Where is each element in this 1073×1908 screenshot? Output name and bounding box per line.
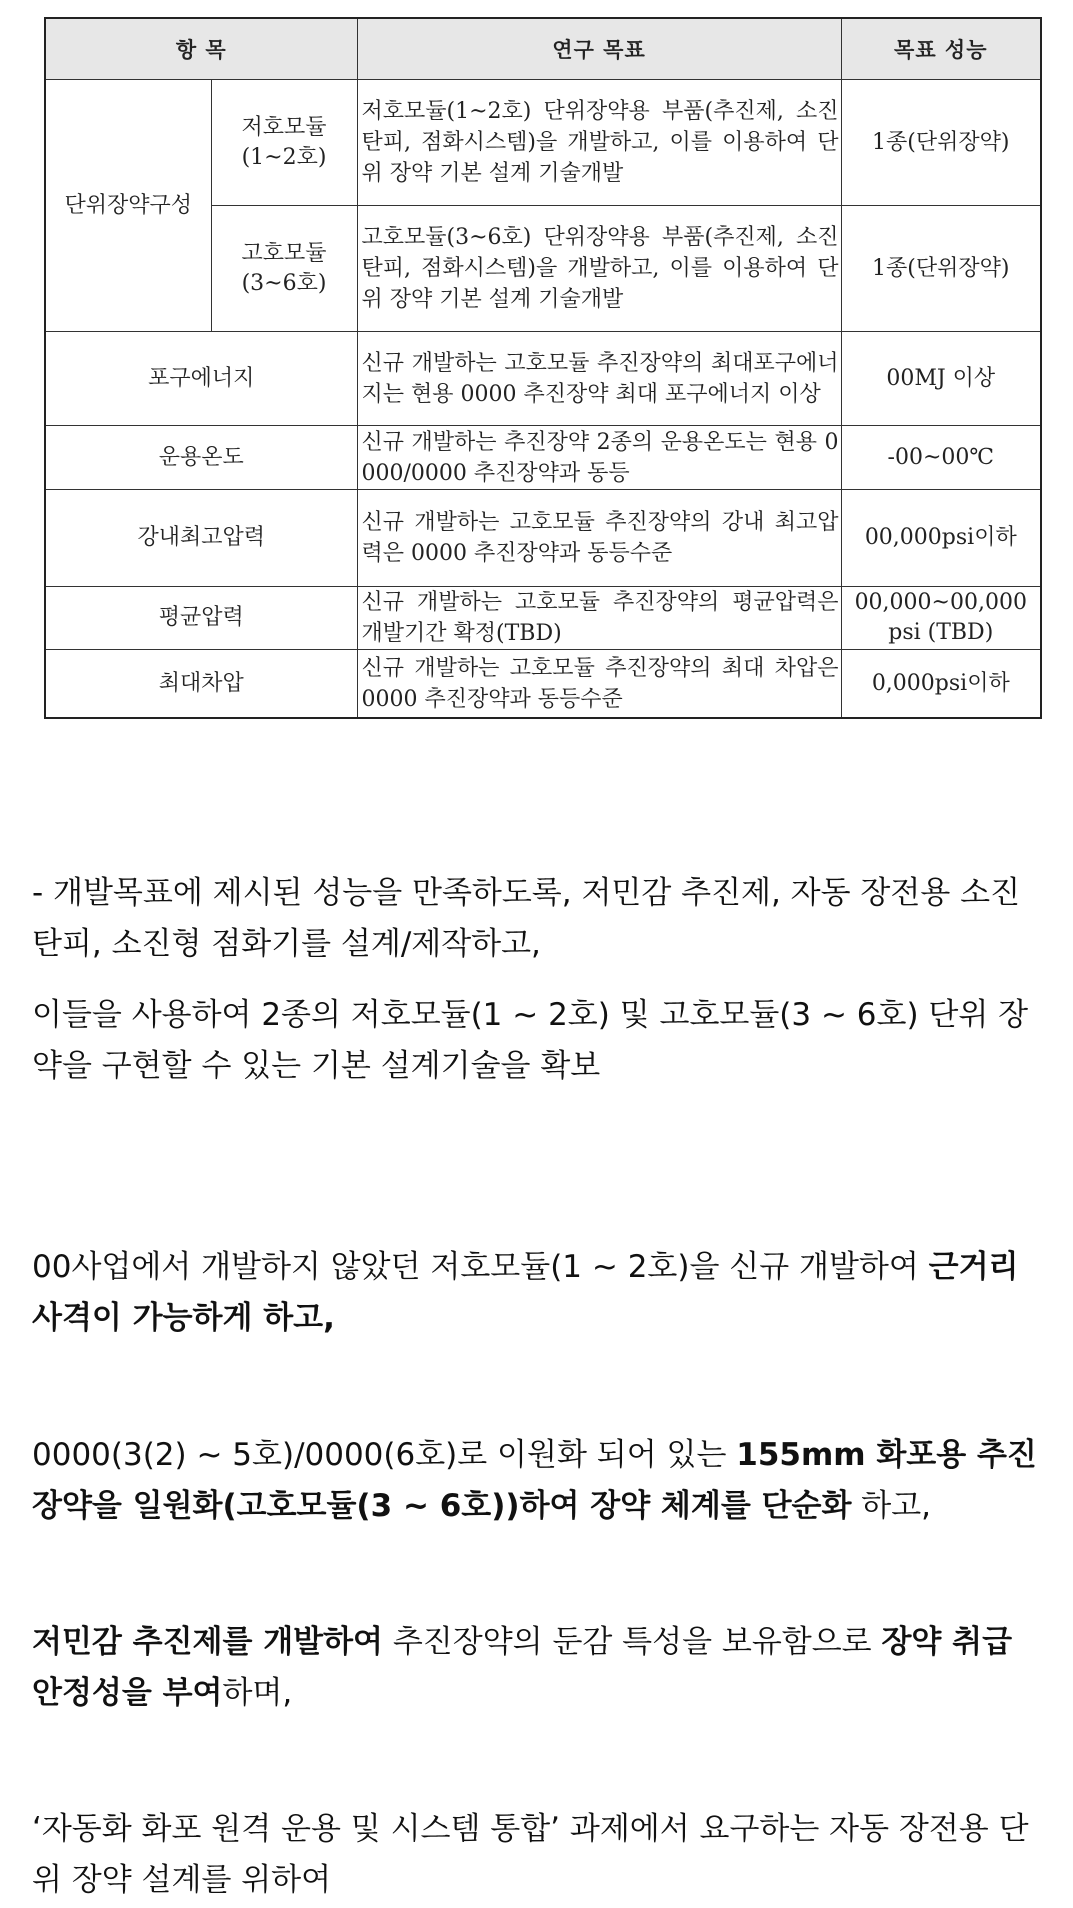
table-header-row xyxy=(45,18,1041,80)
row-performance: 00,000~00,000 psi (TBD) xyxy=(841,587,1041,650)
row-performance: 00MJ 이상 xyxy=(841,332,1041,426)
text-emphasis: 근거리 사격이 가능하게 하고, xyxy=(32,1249,1019,1336)
table-row xyxy=(45,80,1041,206)
research-goal-table-container xyxy=(44,17,1040,719)
row-goal: 신규 개발하는 고호모듈 추진장약의 강내 최고압력은 0000 추진장약과 동등수준 xyxy=(357,490,841,587)
table-row xyxy=(45,426,1041,490)
paragraph-auto-loading: ‘자동화 화포 원격 운용 및 시스템 통합’ 과제에서 요구하는 자동 장전용 단위 장약 설계를 위하여 xyxy=(32,1811,1029,1898)
text-segment: 추진장약의 둔감 특성을 보유함으로 xyxy=(383,1624,882,1660)
table-row xyxy=(45,332,1041,426)
text-segment: 하고, xyxy=(851,1488,932,1524)
text-emphasis: 155mm 화포용 추진장약을 일원화(고호모듈(3 ~ 6호))하여 장약 체계를 단순화 xyxy=(32,1437,1037,1524)
row-goal: 신규 개발하는 고호모듈 추진장약의 최대 차압은 0000 추진장약과 동등수준 xyxy=(357,650,841,719)
row-goal: 신규 개발하는 추진장약 2종의 운용온도는 현용 0000/0000 추진장약과 동등 xyxy=(357,426,841,490)
text-segment: 00사업에서 개발하지 않았던 저호모듈(1 ~ 2호)을 신규 개발하여 xyxy=(32,1249,929,1285)
row-name: 고호모듈 (3~6호) xyxy=(211,206,357,332)
row-performance: 1종(단위장약) xyxy=(841,206,1041,332)
row-name: 운용온도 xyxy=(45,426,357,490)
row-name: 강내최고압력 xyxy=(45,490,357,587)
header-goal: 연구 목표 xyxy=(357,18,841,80)
row-performance: 0,000psi이하 xyxy=(841,650,1041,719)
text-segment: 하며, xyxy=(222,1675,293,1711)
row-goal: 신규 개발하는 고호모듈 추진장약의 평균압력은 개발기간 확정(TBD) xyxy=(357,587,841,650)
row-performance: 1종(단위장약) xyxy=(841,80,1041,206)
row-goal: 저호모듈(1~2호) 단위장약용 부품(추진제, 소진탄피, 점화시스템)을 개발하고, 이를 이용하여 단위 장약 기본 설계 기술개발 xyxy=(357,80,841,206)
row-performance: 00,000psi이하 xyxy=(841,490,1041,587)
text-emphasis: 저민감 추진제를 개발하여 xyxy=(32,1624,383,1660)
row-goal: 고호모듈(3~6호) 단위장약용 부품(추진제, 소진탄피, 점화시스템)을 개발하고, 이를 이용하여 단위 장약 기본 설계 기술개발 xyxy=(357,206,841,332)
row-performance: -00~00℃ xyxy=(841,426,1041,490)
paragraph-unification xyxy=(32,1430,1042,1532)
table-row xyxy=(45,650,1041,719)
text-segment: 0000(3(2) ~ 5호)/0000(6호)로 이원화 되어 있는 xyxy=(32,1437,737,1473)
paragraph-insensitive-propellant xyxy=(32,1617,1042,1719)
text-emphasis: 장약 취급 안정성을 부여 xyxy=(32,1624,1013,1711)
table-row xyxy=(45,587,1041,650)
paragraph-low-module xyxy=(32,1242,1042,1344)
header-performance: 목표 성능 xyxy=(841,18,1041,80)
row-name: 평균압력 xyxy=(45,587,357,650)
paragraph-design-tech: 이들을 사용하여 2종의 저호모듈(1 ~ 2호) 및 고호모듈(3 ~ 6호) 단위 장약을 구현할 수 있는 기본 설계기술을 확보 xyxy=(32,997,1029,1084)
paragraph-dev-goal: - 개발목표에 제시된 성능을 만족하도록, 저민감 추진제, 자동 장전용 소진탄피, 소진형 점화기를 설계/제작하고, xyxy=(32,875,1021,962)
header-item: 항 목 xyxy=(45,18,357,80)
row-name: 저호모듈 (1~2호) xyxy=(211,80,357,206)
research-goal-table xyxy=(44,17,1042,719)
table-row xyxy=(45,490,1041,587)
row-goal: 신규 개발하는 고호모듈 추진장약의 최대포구에너지는 현용 0000 추진장약 최대 포구에너지 이상 xyxy=(357,332,841,426)
unit-charge-group-label: 단위장약구성 xyxy=(45,80,211,332)
row-name: 포구에너지 xyxy=(45,332,357,426)
row-name: 최대차압 xyxy=(45,650,357,719)
